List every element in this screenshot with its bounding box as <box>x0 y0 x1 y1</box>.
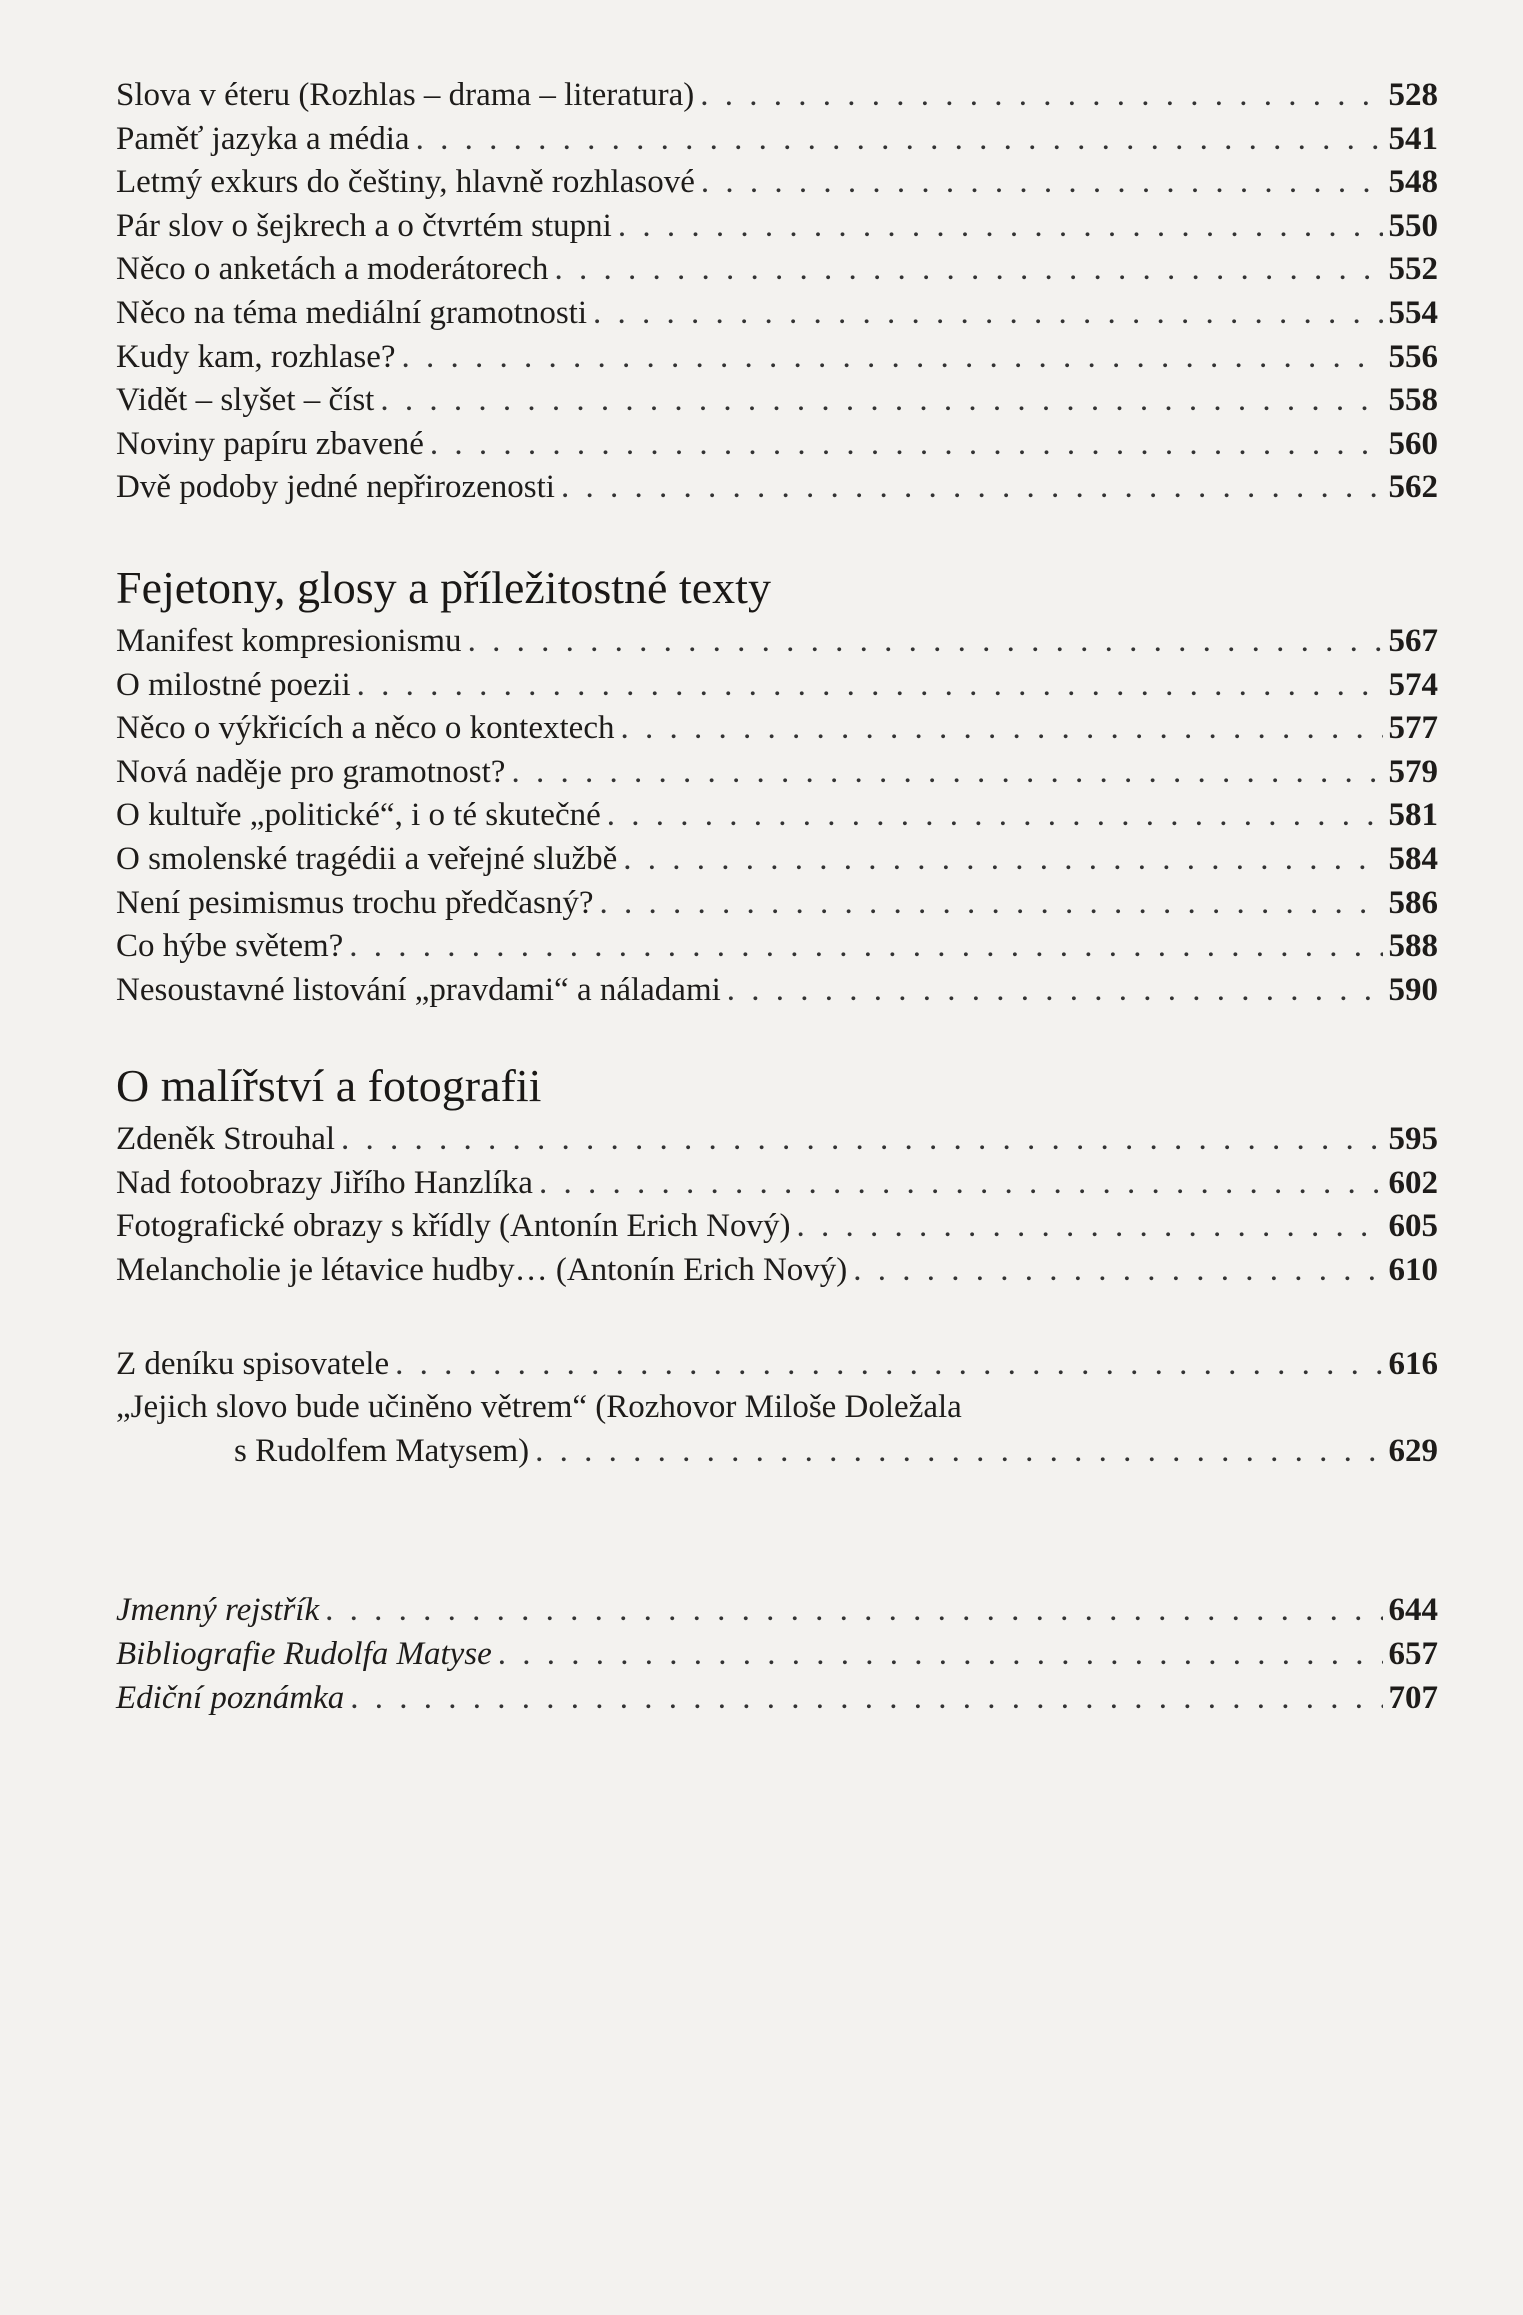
spacer <box>116 1473 1438 1589</box>
entry-page: 567 <box>1388 622 1438 659</box>
toc-entry <box>116 1118 1438 1162</box>
toc-entry <box>116 925 1438 969</box>
dot-leader <box>535 1430 1382 1474</box>
dot-leader <box>700 74 1382 118</box>
toc-entry <box>116 664 1438 708</box>
entry-title: Noviny papíru zbavené <box>116 425 424 462</box>
entry-page: 560 <box>1388 425 1438 462</box>
toc-entry <box>116 1162 1438 1206</box>
entry-title: Melancholie je létavice hudby… (Antonín Erich Nový) <box>116 1252 848 1289</box>
dot-leader <box>539 1162 1383 1206</box>
entry-page: 541 <box>1388 120 1438 157</box>
entry-title-continued: s Rudolfem Matysem) <box>234 1432 530 1469</box>
dot-leader <box>853 1249 1382 1293</box>
toc-entry <box>116 205 1438 249</box>
dot-leader <box>727 969 1383 1013</box>
entry-page: 562 <box>1388 469 1438 506</box>
section-heading: O malířství a fotografii <box>116 1060 542 1112</box>
dot-leader <box>607 794 1383 838</box>
dot-leader <box>561 466 1383 510</box>
entry-page: 605 <box>1388 1208 1438 1245</box>
entry-page: 581 <box>1388 797 1438 834</box>
toc-entry <box>116 1343 1438 1387</box>
entry-title: Ediční poznámka <box>116 1679 345 1716</box>
entry-title: O milostné poezii <box>116 666 351 703</box>
entry-title: Vidět – slyšet – číst <box>116 382 375 419</box>
table-of-contents <box>116 74 1438 1720</box>
toc-entry <box>116 620 1438 664</box>
entry-title: Něco o výkřicích a něco o kontextech <box>116 710 615 747</box>
toc-entry <box>116 74 1438 118</box>
entry-title: O kultuře „politické“, i o té skutečné <box>116 797 601 834</box>
entry-page: 644 <box>1388 1592 1438 1629</box>
dot-leader <box>701 161 1383 205</box>
dot-leader <box>797 1205 1383 1249</box>
dot-leader <box>468 620 1383 664</box>
dot-leader <box>402 336 1383 380</box>
dot-leader <box>618 205 1383 249</box>
entry-title: Manifest kompresionismu <box>116 622 462 659</box>
entry-page: 590 <box>1388 971 1438 1008</box>
entry-title: „Jejich slovo bude učiněno větrem“ (Rozhovor Miloše Doležala <box>116 1389 962 1426</box>
entry-title: Nad fotoobrazy Jiřího Hanzlíka <box>116 1164 533 1201</box>
entry-title: Dvě podoby jedné nepřirozenosti <box>116 469 555 506</box>
toc-entry <box>116 1249 1438 1293</box>
toc-entry <box>116 1677 1438 1721</box>
toc-entry <box>116 1589 1438 1633</box>
entry-title: Nesoustavné listování „pravdami“ a náladami <box>116 971 721 1008</box>
entry-page: 556 <box>1388 338 1438 375</box>
entry-title: Něco o anketách a moderátorech <box>116 251 549 288</box>
entry-title: Bibliografie Rudolfa Matyse <box>116 1636 492 1673</box>
toc-entry <box>116 423 1438 467</box>
toc-entry <box>116 248 1438 292</box>
entry-page: 554 <box>1388 294 1438 331</box>
entry-page: 558 <box>1388 382 1438 419</box>
entry-page: 577 <box>1388 710 1438 747</box>
entry-page: 586 <box>1388 884 1438 921</box>
entry-page: 602 <box>1388 1164 1438 1201</box>
dot-leader <box>554 248 1382 292</box>
dot-leader <box>380 379 1382 423</box>
dot-leader <box>623 838 1382 882</box>
entry-page: 616 <box>1388 1345 1438 1382</box>
toc-entry <box>116 1633 1438 1677</box>
dot-leader <box>395 1343 1382 1387</box>
entry-title: Nová naděje pro gramotnost? <box>116 753 506 790</box>
dot-leader <box>350 1677 1382 1721</box>
entry-page: 595 <box>1388 1121 1438 1158</box>
entry-title: Slova v éteru (Rozhlas – drama – literatura) <box>116 77 695 113</box>
entry-page: 574 <box>1388 666 1438 703</box>
toc-entry <box>116 466 1438 510</box>
entry-title: Zdeněk Strouhal <box>116 1121 336 1158</box>
toc-entry <box>116 336 1438 380</box>
dot-leader <box>599 882 1382 926</box>
entry-page: 550 <box>1388 207 1438 244</box>
entry-title: Něco na téma mediální gramotnosti <box>116 294 588 331</box>
dot-leader <box>430 423 1383 467</box>
entry-page: 610 <box>1388 1252 1438 1289</box>
toc-entry <box>116 969 1438 1013</box>
toc-entry <box>116 751 1438 795</box>
dot-leader <box>498 1633 1383 1677</box>
entry-title: Z deníku spisovatele <box>116 1345 390 1382</box>
section-heading: Fejetony, glosy a příležitostné texty <box>116 561 771 613</box>
entry-title: Kudy kam, rozhlase? <box>116 338 396 375</box>
dot-leader <box>325 1589 1382 1633</box>
entry-page: 548 <box>1388 164 1438 201</box>
toc-entry-line <box>116 1386 1438 1430</box>
toc-entry <box>116 1205 1438 1249</box>
toc-entry <box>116 161 1438 205</box>
dot-leader <box>357 664 1383 708</box>
spacer <box>116 1293 1438 1343</box>
toc-entry <box>116 379 1438 423</box>
entry-page: 528 <box>1388 77 1438 113</box>
toc-entry <box>116 794 1438 838</box>
entry-title: Jmenný rejstřík <box>116 1592 320 1629</box>
entry-title: Pár slov o šejkrech a o čtvrtém stupni <box>116 207 612 244</box>
toc-entry <box>116 838 1438 882</box>
toc-entry <box>116 1430 1438 1474</box>
entry-page: 657 <box>1388 1636 1438 1673</box>
entry-title: Co hýbe světem? <box>116 928 344 965</box>
toc-entry <box>116 882 1438 926</box>
dot-leader <box>511 751 1382 795</box>
entry-page: 579 <box>1388 753 1438 790</box>
dot-leader <box>593 292 1382 336</box>
entry-title: Letmý exkurs do češtiny, hlavně rozhlasové <box>116 164 695 201</box>
dot-leader <box>341 1118 1382 1162</box>
entry-page: 552 <box>1388 251 1438 288</box>
entry-page: 584 <box>1388 840 1438 877</box>
dot-leader <box>416 118 1383 162</box>
entry-page: 588 <box>1388 928 1438 965</box>
entry-page: 707 <box>1388 1679 1438 1716</box>
entry-title: Není pesimismus trochu předčasný? <box>116 884 594 921</box>
toc-entry <box>116 292 1438 336</box>
dot-leader <box>349 925 1382 969</box>
entry-title: O smolenské tragédii a veřejné službě <box>116 840 618 877</box>
toc-entry <box>116 707 1438 751</box>
entry-page: 629 <box>1388 1432 1438 1469</box>
entry-title: Fotografické obrazy s křídly (Antonín Erich Nový) <box>116 1208 791 1245</box>
dot-leader <box>620 707 1382 751</box>
toc-entry <box>116 118 1438 162</box>
entry-title: Paměť jazyka a média <box>116 120 410 157</box>
